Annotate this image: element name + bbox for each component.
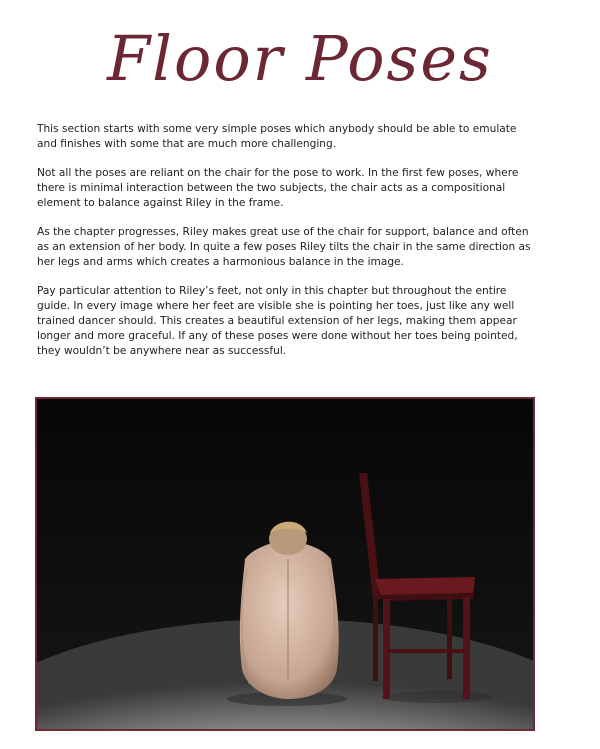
paragraph-chair-composition: Not all the poses are reliant on the chair for the pose to work. In the first few poses, where there is minimal interaction between the two subjects, the chair acts as a compositional element to balance against Riley in the frame. — [37, 167, 519, 209]
figure-back — [240, 541, 339, 699]
title-text: Floor Poses — [107, 22, 493, 95]
body-text — [37, 122, 537, 373]
photo-frame — [35, 397, 535, 731]
chair-leg-front-right — [463, 597, 470, 699]
paragraph-feet: Pay particular attention to Riley’s feet, not only in this chapter but throughout the entire guide. In every image where her feet are visible she is pointing her toes, just like any well trained dancer should. This creates a beautiful extension of her legs, making them appear longer and more graceful. If any of these poses were done without her toes being pointed, they wouldn’t be anywhere near as successful. — [37, 285, 518, 357]
chair-leg-back-left — [373, 597, 378, 681]
title-script-svg — [0, 8, 600, 108]
chair-shadow — [382, 691, 492, 703]
paragraph-chair-support: As the chapter progresses, Riley makes great use of the chair for support, balance and often as an extension of her body. In quite a few poses Riley tilts the chair in the same direction as her legs and arms which creates a harmonious balance in the image. — [37, 226, 531, 268]
chair-leg-back-right — [447, 595, 452, 679]
pose-photo — [37, 399, 533, 729]
page-title — [0, 8, 600, 108]
chair-seat — [375, 577, 475, 595]
chair-stretcher — [387, 649, 467, 653]
paragraph-intro: This section starts with some very simple poses which anybody should be able to emulate and finishes with some that are much more challenging. — [37, 123, 517, 150]
